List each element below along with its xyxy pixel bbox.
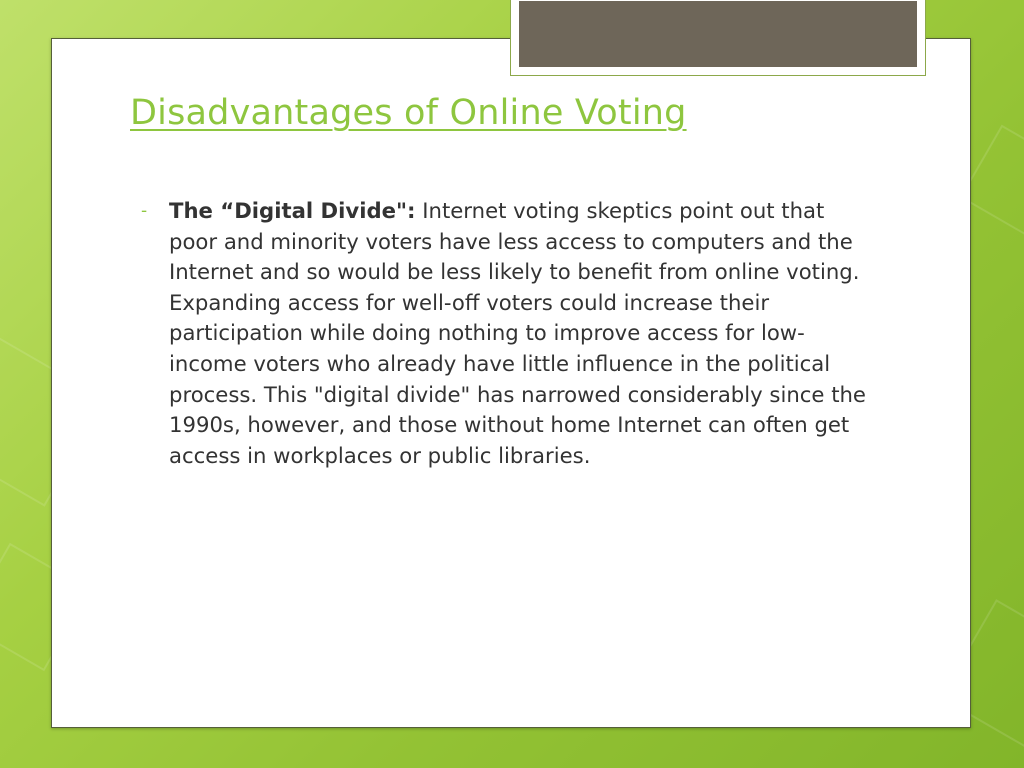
- header-image-placeholder: [519, 1, 917, 67]
- slide-title: Disadvantages of Online Voting: [130, 93, 687, 133]
- bullet-lead-text: The “Digital Divide":: [169, 198, 416, 223]
- bullet-item: [169, 196, 872, 471]
- header-image-frame: [510, 0, 926, 76]
- bullet-body-text: Internet voting skeptics point out that poor and minority voters have less access to computers and the Internet and so would be less likely to benefit from online voting. Expanding access for well-off voters could increase their participation while doing nothing to improve access for low-income voters who already have little influence in the political process. This "digital divide" has narrowed considerably since the 1990s, however, and those without home Internet can often get access in workplaces or public libraries.: [169, 198, 866, 468]
- bullet-marker: -: [141, 201, 148, 221]
